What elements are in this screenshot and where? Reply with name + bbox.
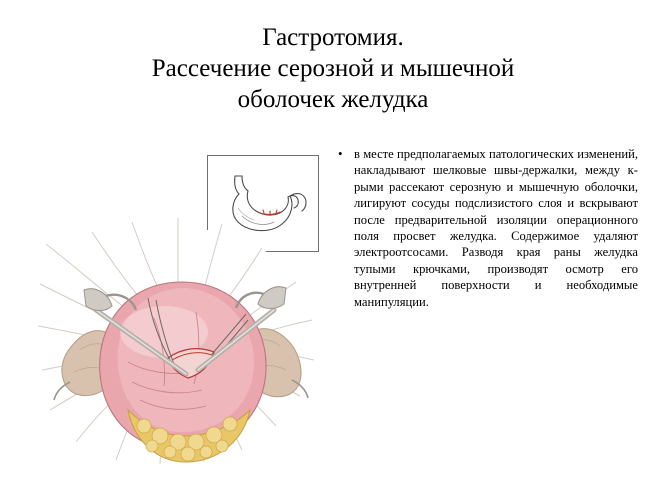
body-text-block: [338, 146, 638, 310]
page-title-line-1: Гастротомия.: [262, 24, 404, 51]
page-title-line-2: Рассечение серозной и мышечной: [151, 55, 515, 82]
list-item: [338, 146, 638, 310]
page-title: [60, 22, 606, 115]
list-item-label: в месте предполагаемых патологических изменений, накладывают шелковые швы-держалки, между к-рыми рассекают серозную и мышечную оболочки, лигируют сосуды подслизистого слоя и вскрывают после предварительной изоляции операционного поля просвет желудка. Содержимое удаляют электроотсосами. Разводя края раны желудка тупыми крючками, производят осмотр его внутренней поверхности и необходимые манипуляции.: [354, 147, 638, 309]
gastrotomy-anatomical-illustration: [36, 214, 328, 464]
gastrotomy-illustration-svg: [36, 214, 328, 464]
bullet-icon: •: [338, 146, 343, 161]
page-title-line-3: оболочек желудка: [237, 86, 429, 113]
